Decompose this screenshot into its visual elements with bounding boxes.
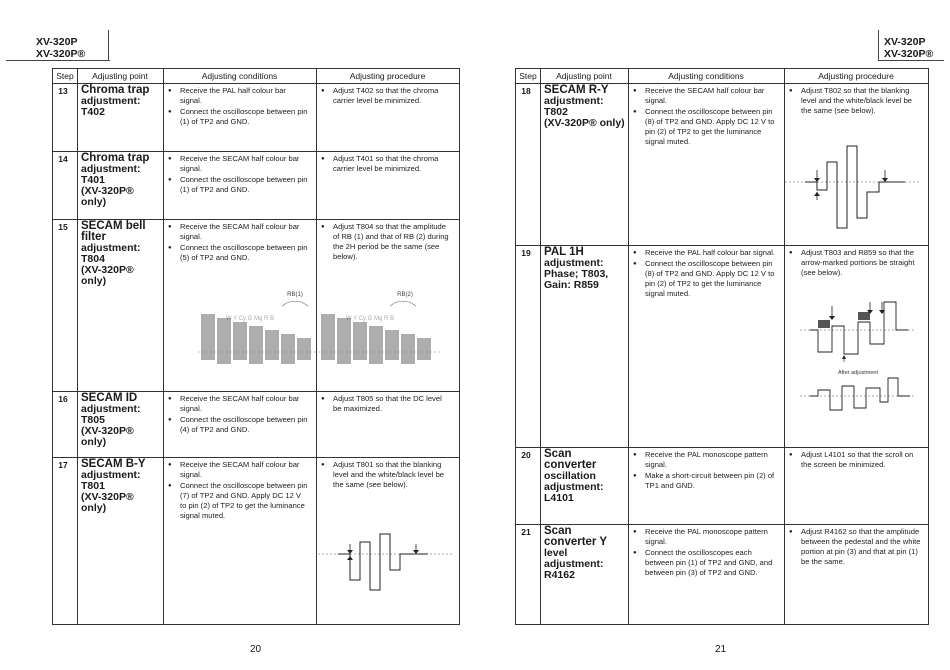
header-tick-right	[878, 30, 879, 60]
column-header-step: Step	[56, 71, 74, 81]
adjusting-point	[81, 393, 161, 448]
adjusting-point-line: T805	[81, 414, 105, 426]
adjusting-procedure	[789, 450, 921, 471]
model-name-variant: XV-320P®	[884, 48, 934, 60]
rb1-label: RB(1)	[287, 292, 303, 298]
adjusting-point-line: (XV-320P® only)	[81, 491, 134, 514]
adjusting-point-line: Scan converter	[544, 448, 597, 471]
adjusting-procedure	[321, 86, 452, 107]
adjusting-procedure	[321, 394, 452, 415]
header-tick-left	[108, 30, 109, 60]
adjusting-point-line: SECAM R-Y	[544, 84, 609, 96]
step-number: 17	[58, 460, 68, 470]
adjusting-procedure	[321, 460, 452, 491]
adjusting-point-line: T801	[81, 480, 105, 492]
condition-item: ● Receive the SECAM half colour bar signal.	[168, 222, 309, 242]
adjusting-point-line: Gain: R859	[544, 279, 599, 291]
adjusting-point-line: adjustment:	[544, 95, 604, 107]
page-number-left: 20	[250, 644, 262, 655]
procedure-item: ● Adjust T801 so that the blanking level and the white/black level be the same (see below).	[321, 460, 452, 490]
adjusting-point	[81, 221, 161, 287]
condition-item: ● Connect the oscilloscope between pin (4) of TP2 and GND.	[168, 415, 309, 435]
condition-item: ● Connect the oscilloscope between pin (1) of TP2 and GND.	[168, 107, 309, 127]
rb2-label: RB(2)	[397, 292, 413, 298]
model-header-left	[36, 36, 85, 60]
adjusting-point-line: PAL 1H	[544, 246, 584, 258]
adjusting-point	[544, 247, 626, 291]
adjusting-procedure	[321, 222, 452, 263]
adjusting-conditions	[168, 154, 309, 196]
adjusting-point	[81, 153, 161, 208]
step-number: 13	[58, 86, 68, 96]
adjusting-procedure	[321, 154, 452, 175]
column-header-step: Step	[519, 71, 537, 81]
adjusting-point-line: (XV-320P® only)	[81, 185, 134, 208]
procedure-item: ● Adjust R4162 so that the amplitude between the pedestal and the white portion at pin (3) and that at pin (1) be the same.	[789, 527, 921, 567]
adjusting-point-line: Scan converter Y	[544, 525, 608, 548]
step-number: 16	[58, 394, 68, 404]
adjusting-point-line: (XV-320P® only)	[81, 264, 134, 287]
step-number: 21	[521, 527, 531, 537]
condition-item: ● Connect the oscilloscope between pin (8) of TP2 and GND. Apply DC 12 V to pin (2) of TP2 to get the luminance signal muted.	[633, 107, 777, 147]
adjusting-conditions	[633, 450, 777, 492]
page-number-right: 21	[715, 644, 727, 655]
condition-item: ● Receive the SECAM half colour bar signal.	[168, 154, 309, 174]
adjusting-point	[81, 85, 161, 118]
column-header-conditions: Adjusting conditions	[201, 71, 278, 81]
column-header-procedure: Adjusting procedure	[818, 71, 894, 81]
adjusting-conditions	[168, 394, 309, 436]
adjusting-point-line: adjustment:	[544, 558, 604, 570]
condition-item: ● Receive the PAL monoscope pattern signal.	[633, 450, 777, 470]
column-header-point: Adjusting point	[556, 71, 612, 81]
condition-item: ● Receive the SECAM half colour bar signal.	[168, 460, 309, 480]
adjusting-point-line: T402	[81, 106, 105, 118]
adjusting-point-line: Chroma trap	[81, 152, 150, 164]
condition-item: ● Make a short-circuit between pin (2) of TP1 and GND.	[633, 471, 777, 491]
secam-b-y-waveform	[318, 520, 453, 600]
adjusting-point-line: Phase; T803,	[544, 268, 609, 280]
condition-item: ● Receive the PAL half colour bar signal.	[168, 86, 309, 106]
adjusting-point-line: adjustment:	[81, 242, 141, 254]
adjusting-procedure	[789, 527, 921, 568]
adjusting-point	[544, 526, 626, 581]
adjusting-point-line: adjustment:	[544, 257, 604, 269]
procedure-item: ● Adjust T802 so that the blanking level and the white/black level be the same (see below).	[789, 86, 921, 116]
adjusting-procedure	[789, 248, 921, 279]
model-header-right	[884, 36, 933, 60]
adjusting-point-line: T401	[81, 174, 105, 186]
header-rule-left	[6, 60, 110, 61]
adjusting-point-line: T802	[544, 106, 568, 118]
step-number: 19	[521, 248, 531, 258]
condition-item: ● Connect the oscilloscope between pin (7) of TP2 and GND. Apply DC 12 V to pin (2) of TP2 to get the luminance signal muted.	[168, 481, 309, 521]
step-number: 20	[521, 450, 531, 460]
column-header-procedure: Adjusting procedure	[349, 71, 426, 81]
procedure-item: ● Adjust T805 so that the DC level be maximized.	[321, 394, 452, 414]
procedure-item: ● Adjust T803 and R859 so that the arrow-marked portions be straight (see below).	[789, 248, 921, 278]
adjusting-conditions	[168, 222, 309, 264]
step-number: 15	[58, 222, 68, 232]
after-adjustment-label: After adjustment	[837, 370, 879, 376]
adjusting-point-line: adjustment:	[81, 163, 141, 175]
adjusting-point-line: adjustment:	[81, 469, 141, 481]
bar-letters-right: W Y Cy G Mg R B	[345, 316, 395, 322]
procedure-item: ● Adjust T402 so that the chroma carrier level be minimized.	[321, 86, 452, 106]
adjusting-point-line: adjustment:	[81, 95, 141, 107]
condition-item: ● Connect the oscilloscope between pin (8) of TP2 and GND. Apply DC 12 V to pin (2) of TP2 to get the luminance signal muted.	[633, 259, 777, 299]
adjusting-point	[544, 85, 626, 129]
adjusting-conditions	[168, 86, 309, 128]
model-name: XV-320P	[36, 36, 78, 48]
adjusting-point-line: oscillation	[544, 470, 596, 482]
column-header-conditions: Adjusting conditions	[668, 71, 744, 81]
procedure-item: ● Adjust L4101 so that the scroll on the screen be minimized.	[789, 450, 921, 470]
adjusting-point-line: R4162	[544, 569, 575, 581]
adjusting-point	[544, 449, 626, 504]
procedure-item: ● Adjust T401 so that the chroma carrier level be minimized.	[321, 154, 452, 174]
pal-1h-waveform-figure	[800, 292, 915, 417]
adjusting-point-line: L4101	[544, 492, 574, 504]
bar-letters-left: W Y Cy G Mg R B	[225, 316, 275, 322]
condition-item: ● Connect the oscilloscope between pin (5) of TP2 and GND.	[168, 243, 309, 263]
condition-item: ● Receive the PAL half colour bar signal.	[633, 248, 777, 258]
condition-item: ● Receive the SECAM half colour bar signal.	[633, 86, 777, 106]
adjusting-conditions	[168, 460, 309, 522]
adjusting-point-line: (XV-320P® only)	[81, 425, 134, 448]
condition-item: ● Receive the SECAM half colour bar signal.	[168, 394, 309, 414]
secam-r-y-waveform	[785, 142, 920, 232]
header-rule-right	[878, 60, 944, 61]
adjusting-point-line: SECAM B-Y	[81, 458, 146, 470]
adjusting-point-line: Chroma trap	[81, 84, 150, 96]
adjusting-point-line: adjustment:	[544, 481, 604, 493]
adjusting-point-line: T804	[81, 253, 105, 265]
adjusting-point-line: (XV-320P® only)	[544, 117, 625, 129]
secam-colour-bar-figure	[190, 282, 450, 382]
model-name-variant: XV-320P®	[36, 48, 86, 60]
step-number: 14	[58, 154, 68, 164]
step-number: 18	[521, 86, 531, 96]
condition-item: ● Connect the oscilloscope between pin (1) of TP2 and GND.	[168, 175, 309, 195]
adjusting-point-line: SECAM bell filter	[81, 220, 146, 243]
procedure-item: ● Adjust T804 so that the amplitude of RB (1) and that of RB (2) during the 2H period be the same (see below).	[321, 222, 452, 262]
condition-item: ● Connect the oscilloscopes each between pin (1) of TP2 and GND, and between pin (3) of TP2 and GND.	[633, 548, 777, 578]
adjusting-point-line: SECAM ID	[81, 392, 138, 404]
model-name: XV-320P	[884, 36, 926, 48]
column-header-point: Adjusting point	[92, 71, 148, 81]
condition-item: ● Receive the PAL monoscope pattern signal.	[633, 527, 777, 547]
adjusting-procedure	[789, 86, 921, 117]
adjusting-conditions	[633, 248, 777, 300]
adjusting-conditions	[633, 86, 777, 148]
adjusting-point-line: level	[544, 547, 568, 559]
adjusting-point	[81, 459, 161, 514]
adjusting-point-line: adjustment:	[81, 403, 141, 415]
adjusting-conditions	[633, 527, 777, 579]
